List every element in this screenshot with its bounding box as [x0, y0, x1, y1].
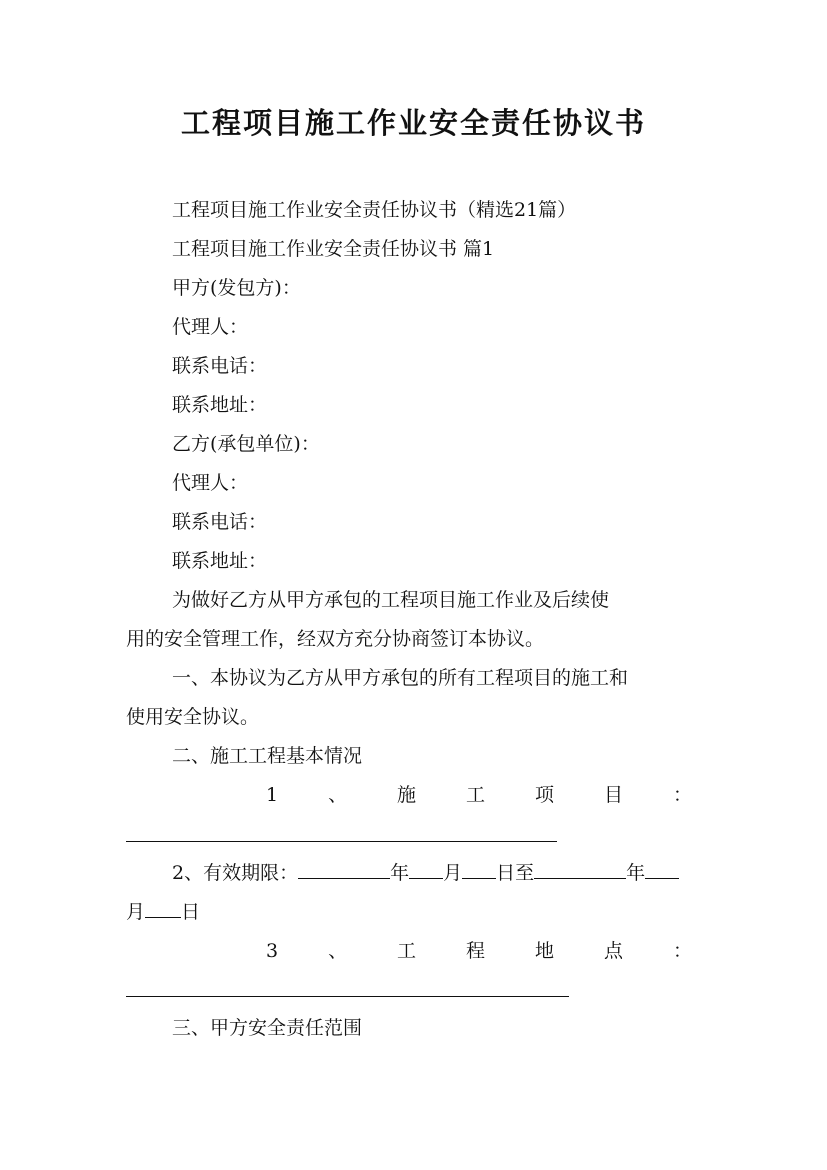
- validity-label: 2、有效期限：: [172, 862, 299, 884]
- intro-paragraph-line-1: 为做好乙方从甲方承包的工程项目施工作业及后续使: [172, 589, 610, 611]
- item-1-char: 工: [466, 784, 486, 806]
- clause-2-heading: 二、施工工程基本情况: [172, 745, 363, 767]
- item-1-char: 、: [328, 784, 348, 806]
- item-3-char: 、: [328, 940, 348, 962]
- start-day-blank: [462, 858, 496, 879]
- clause-1-line-2: 使用安全协议。: [126, 706, 260, 728]
- item-3-location-label: [266, 937, 692, 965]
- year-label: 年: [626, 862, 646, 884]
- party-b-address: 联系地址：: [172, 550, 268, 572]
- item-2-validity-line-2: [126, 897, 702, 926]
- item-3-char: 程: [466, 940, 486, 962]
- item-3-char: 工: [397, 940, 417, 962]
- doc-subtitle: 工程项目施工作业安全责任协议书（精选21篇）: [172, 199, 577, 221]
- section-heading: 工程项目施工作业安全责任协议书 篇1: [172, 238, 495, 260]
- day-label: 日: [181, 901, 201, 923]
- item-3-char: 3: [266, 940, 279, 962]
- intro-paragraph-line-2: 用的安全管理工作，经双方充分协商签订本协议。: [126, 628, 545, 650]
- month-label: 月: [126, 901, 146, 923]
- item-1-char: 施: [397, 784, 417, 806]
- end-day-blank: [145, 897, 181, 918]
- end-year-blank: [534, 858, 626, 879]
- location-blank: [126, 996, 569, 997]
- item-1-char: 目: [604, 784, 624, 806]
- clause-1-line-1: 一、本协议为乙方从甲方承包的所有工程项目的施工和: [172, 667, 629, 689]
- item-1-char: 1: [266, 784, 279, 806]
- document-title: 工程项目施工作业安全责任协议书: [180, 106, 646, 140]
- year-label: 年: [390, 862, 410, 884]
- end-month-blank-start: [645, 858, 679, 879]
- party-b-phone: 联系电话：: [172, 511, 268, 533]
- party-b-label: 乙方(承包单位)：: [172, 433, 320, 455]
- clause-3-heading: 三、甲方安全责任范围: [172, 1017, 363, 1039]
- party-a-label: 甲方(发包方)：: [172, 277, 301, 299]
- party-a-agent: 代理人：: [172, 316, 249, 338]
- item-1-project-label: [266, 781, 692, 809]
- item-1-char: 项: [535, 784, 555, 806]
- party-a-address: 联系地址：: [172, 394, 268, 416]
- item-3-char: 点: [604, 940, 624, 962]
- item-3-char: 地: [535, 940, 555, 962]
- project-name-blank: [126, 841, 557, 842]
- party-b-agent: 代理人：: [172, 472, 249, 494]
- start-year-blank: [298, 858, 390, 879]
- item-1-char: ：: [672, 784, 692, 806]
- month-label: 月: [443, 862, 463, 884]
- day-to-label: 日至: [496, 862, 535, 884]
- start-month-blank: [409, 858, 443, 879]
- item-2-validity-line: [172, 858, 702, 887]
- party-a-phone: 联系电话：: [172, 355, 268, 377]
- item-3-char: ：: [672, 940, 692, 962]
